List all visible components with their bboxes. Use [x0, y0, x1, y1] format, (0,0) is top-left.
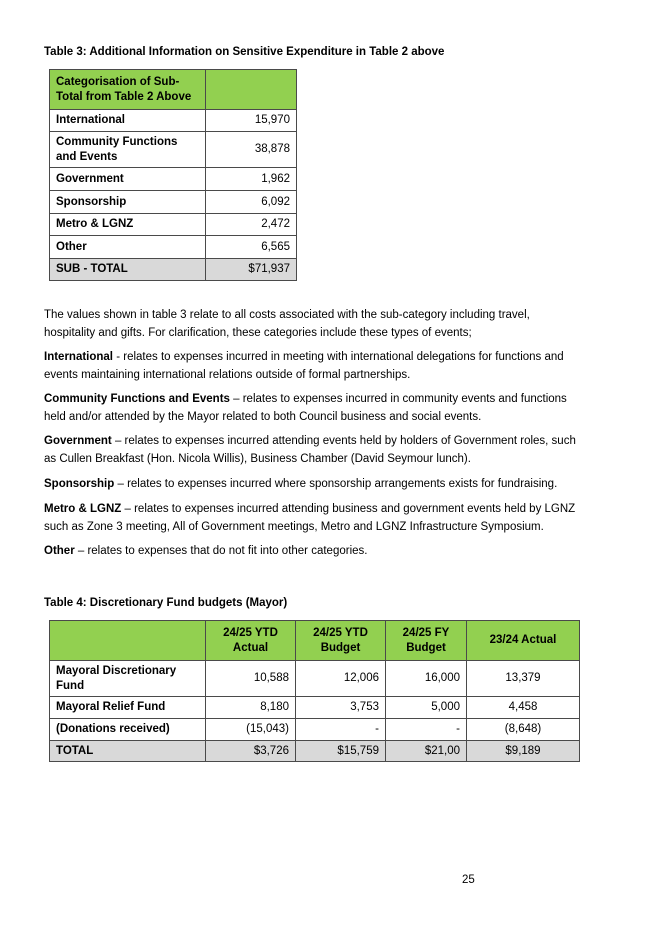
row-value: 8,180: [206, 697, 296, 719]
definition-government: [44, 433, 584, 468]
row-value: 13,379: [467, 661, 580, 697]
row-value: 1,962: [206, 168, 297, 191]
total-value: $21,00: [386, 741, 467, 762]
row-value: 10,588: [206, 661, 296, 697]
table-row: [50, 697, 580, 719]
row-value: 6,565: [206, 236, 297, 259]
row-value: (8,648): [467, 719, 580, 741]
total-value: $9,189: [467, 741, 580, 762]
definition-text: - relates to expenses incurred in meeting with international delegations for functions and events maintaining international relations outside of formal partnerships.: [44, 351, 564, 381]
table4: [49, 620, 580, 762]
definition-community: [44, 391, 584, 426]
row-label: Metro & LGNZ: [50, 214, 206, 236]
row-value: -: [386, 719, 467, 741]
intro-paragraph: The values shown in table 3 relate to all costs associated with the sub-category including travel, hospitality and gifts. For clarification, these categories include these types of events;: [44, 309, 530, 339]
table-row: [50, 191, 297, 214]
table-row: [50, 132, 297, 168]
table3-header-row: [50, 70, 297, 110]
table3: [49, 69, 297, 281]
definition-term: Sponsorship: [44, 478, 115, 490]
row-label: International: [50, 110, 206, 132]
definition-text: – relates to expenses incurred attending business and government events held by LGNZ such as Zone 3 meeting, All of Government meetings, Metro and LGNZ Infrastructure Symposium.: [44, 503, 576, 533]
row-label: Sponsorship: [50, 191, 206, 214]
definition-sponsorship: [44, 476, 584, 494]
table-row: [50, 719, 580, 741]
definition-metro-lgnz: [44, 501, 584, 536]
row-value: 6,092: [206, 191, 297, 214]
table-row: [50, 236, 297, 259]
definition-text: – relates to expenses incurred where sponsorship arrangements exists for fundraising.: [114, 478, 558, 490]
row-value: 2,472: [206, 214, 297, 236]
definition-text: – relates to expenses that do not fit into other categories.: [74, 545, 368, 557]
table4-total-row: [50, 741, 580, 762]
table-row: [50, 214, 297, 236]
table-row: [50, 110, 297, 132]
total-value: $71,937: [206, 259, 297, 281]
page-number: 25: [462, 874, 475, 886]
table3-caption: Table 3: Additional Information on Sensitive Expenditure in Table 2 above: [44, 46, 445, 58]
definition-term: Other: [44, 545, 75, 557]
row-label: Mayoral Discretionary Fund: [50, 661, 206, 697]
row-value: 4,458: [467, 697, 580, 719]
row-label: Community Functions and Events: [50, 132, 206, 168]
definition-international: [44, 349, 584, 384]
table4-header-col: 24/25 YTD Actual: [206, 621, 296, 661]
table4-header-col: 23/24 Actual: [467, 621, 580, 661]
definition-text: – relates to expenses incurred in community events and functions held and/or attended by the Mayor related to both Council business and social events.: [44, 393, 567, 423]
row-value: -: [296, 719, 386, 741]
total-value: $3,726: [206, 741, 296, 762]
definition-term: Metro & LGNZ: [44, 503, 122, 515]
definition-term: Government: [44, 435, 112, 447]
definition-other: [44, 543, 584, 561]
table4-header-row: [50, 621, 580, 661]
table3-header-category: Categorisation of Sub-Total from Table 2 Above: [50, 70, 206, 110]
row-label: (Donations received): [50, 719, 206, 741]
table4-caption: Table 4: Discretionary Fund budgets (Mayor): [44, 597, 288, 609]
row-value: 15,970: [206, 110, 297, 132]
row-value: 16,000: [386, 661, 467, 697]
row-value: 3,753: [296, 697, 386, 719]
definition-term: International: [44, 351, 114, 363]
total-value: $15,759: [296, 741, 386, 762]
table3-total-row: [50, 259, 297, 281]
total-label: TOTAL: [50, 741, 206, 762]
table3-header-value: [206, 70, 297, 110]
table4-header-blank: [50, 621, 206, 661]
total-label: SUB - TOTAL: [50, 259, 206, 281]
row-label: Mayoral Relief Fund: [50, 697, 206, 719]
row-label: Other: [50, 236, 206, 259]
table4-header-col: 24/25 YTD Budget: [296, 621, 386, 661]
table-row: [50, 168, 297, 191]
row-value: 5,000: [386, 697, 467, 719]
row-value: 38,878: [206, 132, 297, 168]
definition-term: Community Functions and Events: [44, 393, 230, 405]
row-label: Government: [50, 168, 206, 191]
definition-text: – relates to expenses incurred attending events held by holders of Government roles, such as Cullen Breakfast (Hon. Nicola Willis), Business Chamber (David Seymour lunch).: [44, 435, 576, 465]
table4-header-col: 24/25 FY Budget: [386, 621, 467, 661]
row-value: 12,006: [296, 661, 386, 697]
row-value: (15,043): [206, 719, 296, 741]
table-row: [50, 661, 580, 697]
